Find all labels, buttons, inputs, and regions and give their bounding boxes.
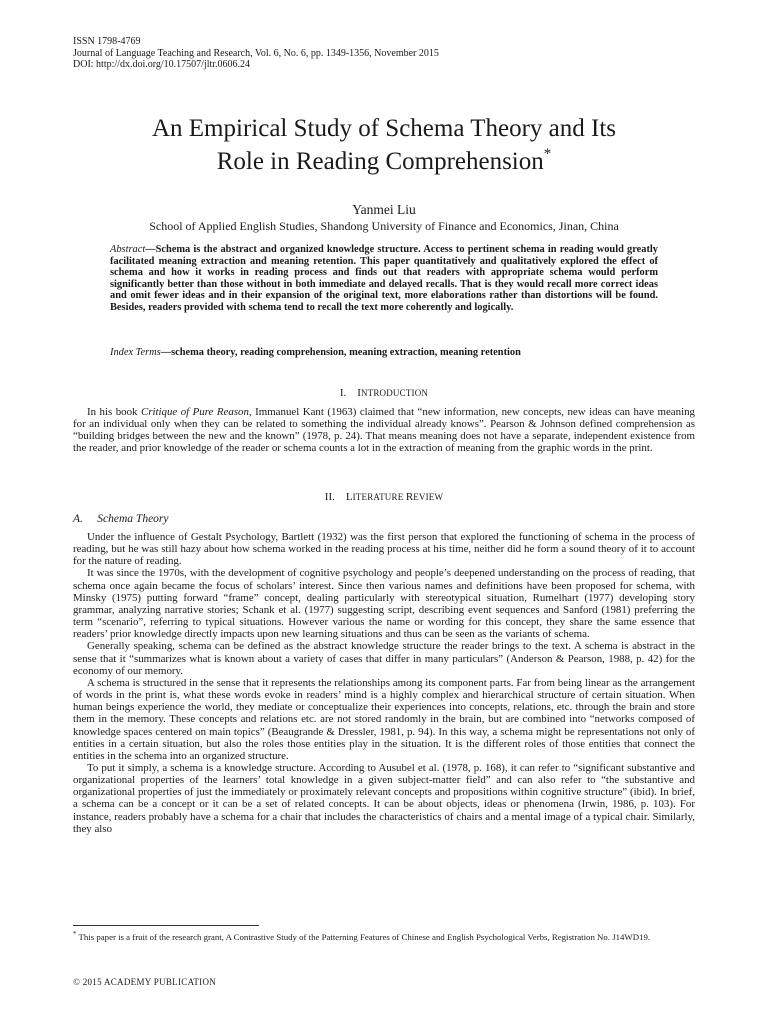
book-title: Critique of Pure Reason bbox=[140, 406, 249, 418]
paragraph: Under the influence of Gestalt Psychology, Bartlett (1932) was the first person that explored the functioning of schema in the process of reading, but he was still hazy about how schema worked in the reading process at his time, neither did he form a sound theory of it to account for the nature of reading. bbox=[73, 531, 695, 568]
abstract-label: Abstract bbox=[110, 244, 146, 255]
author-name: Yanmei Liu bbox=[352, 202, 416, 217]
section-heading-literature-review: II. LITERATURE REVIEW bbox=[324, 491, 444, 503]
literature-review-body bbox=[73, 531, 695, 835]
author-affiliation: School of Applied English Studies, Shandong University of Finance and Economics, Jinan, China bbox=[149, 219, 619, 233]
issn: ISSN 1798-4769 bbox=[73, 36, 141, 47]
footnote: * This paper is a fruit of the research grant, A Contrastive Study of the Patterning Features of Chinese and English Psychological Verbs, Registration No. J14WD19. bbox=[73, 930, 651, 942]
copyright-notice: © 2015 ACADEMY PUBLICATION bbox=[73, 977, 217, 987]
abstract-text: —Schema is the abstract and organized knowledge structure. Access to pertinent schema in reading would greatly facilitated meaning extraction and meaning retention. This paper quantitatively and qualitatively explored the effect of schema and how it works in reading process and finds out that readers with appropriate schema would perform significantly better than those without in both immediate and delayed recalls. That is they would recall more correct ideas and omit fewer ideas and in their expansion of the original text, more elaborations rather than distortions will be found. Besides, readers provided with schema tend to recall the text more coherently and logically. bbox=[110, 244, 658, 313]
paragraph: Generally speaking, schema can be defined as the abstract knowledge structure the reader brings to the text. A schema is abstract in the sense that it “summarizes what is known about a variety of cases that differ in many particulars” (Anderson & Pearson, 1988, p. 42) for the economy of our memory. bbox=[73, 640, 695, 677]
doi: DOI: http://dx.doi.org/10.17507/jltr.0606.24 bbox=[73, 59, 251, 70]
index-terms bbox=[110, 347, 658, 359]
paragraph: It was since the 1970s, with the development of cognitive psychology and people’s deepened understanding on the process of reading, that schema once again became the focus of scholars’ interest. Since then various names and definitions have been proposed for schema, with Minsky (1975) putting forward “frame” concept, dealing particularly with stereotypical situation, Rumelhart (1977) developing story grammar, analyzing narrative stories; Schank et al. (1977) suggesting script, describing event sequences and Sanford (1981) preferring the term “scenario”, referring to typical situations. However various the name or wording for this concept, they share the same essence that readers’ prior knowledge directly impacts upon new learning situations and thus can be seen as the variants of schema. bbox=[73, 567, 695, 641]
footnote-mark: * bbox=[73, 930, 77, 938]
abstract bbox=[110, 244, 658, 314]
paper-title bbox=[40, 112, 728, 182]
journal-header bbox=[73, 36, 439, 71]
title-line-2: Role in Reading Comprehension* bbox=[216, 146, 552, 175]
index-terms-label: Index Terms bbox=[110, 347, 161, 358]
title-footnote-mark: * bbox=[543, 146, 552, 162]
section-heading-introduction: I. INTRODUCTION bbox=[339, 387, 429, 399]
subsection-heading-schema-theory: A. Schema Theory bbox=[73, 513, 169, 525]
index-terms-text: —schema theory, reading comprehension, meaning extraction, meaning retention bbox=[160, 347, 521, 358]
title-line-1: An Empirical Study of Schema Theory and Its bbox=[151, 115, 617, 142]
paragraph: To put it simply, a schema is a knowledge structure. According to Ausubel et al. (1978, p. 168), it can refer to “significant substantive and organizational properties of the learners’ total knowledge in a given subject-matter field” and can also refer to “the substantive and organizational properties of just the immediately or proximately relevant concepts and propositions within cognitive structure” (ibid). In brief, a schema can be a concept or it can be a set of related concepts. It can be about objects, ideas or phenomena (Irwin, 1986, p. 103). For instance, readers probably have a schema for a chair that includes the characteristics of chairs and a mental image of a typical chair. Similarly, they also bbox=[73, 761, 695, 835]
introduction-body bbox=[73, 406, 695, 455]
footnote-divider bbox=[73, 925, 259, 926]
paragraph: A schema is structured in the sense that it represents the relationships among its component parts. Far from being linear as the arrangement of words in the print is, what these words evoke in readers’ mind is a highly complex and hierarchical structure of certain situation. When human beings experience the world, they mediate or conceptualize their experiences into concepts, relations, etc. through the brain and store them in the memory. These concepts and relations etc. are not stored randomly in the brain, but are combined into “networks composed of knowledge spaces centered on main topics” (Beaugrande & Dressler, 1981, p. 94). In this way, a schema might be representations not only of entities in a certain situation, but also the roles those entities play in the situation. It is the different roles of those entities that connect the entities in the schema into an organized structure. bbox=[73, 676, 695, 762]
paragraph: In his book Critique of Pure Reason, Immanuel Kant (1963) claimed that “new information, new concepts, new ideas can have meaning for an individual only when they can be related to something the individual already knows”. Pearson & Johnson defined comprehension as “building bridges between the new and the known” (1978, p. 24). That means meaning does not have a separate, independent existence from the reader, and prior knowledge of the reader or schema counts a lot in the extraction of meaning from the graphic words in the print. bbox=[73, 406, 695, 455]
journal-citation: Journal of Language Teaching and Research, Vol. 6, No. 6, pp. 1349-1356, November 2015 bbox=[73, 47, 439, 59]
